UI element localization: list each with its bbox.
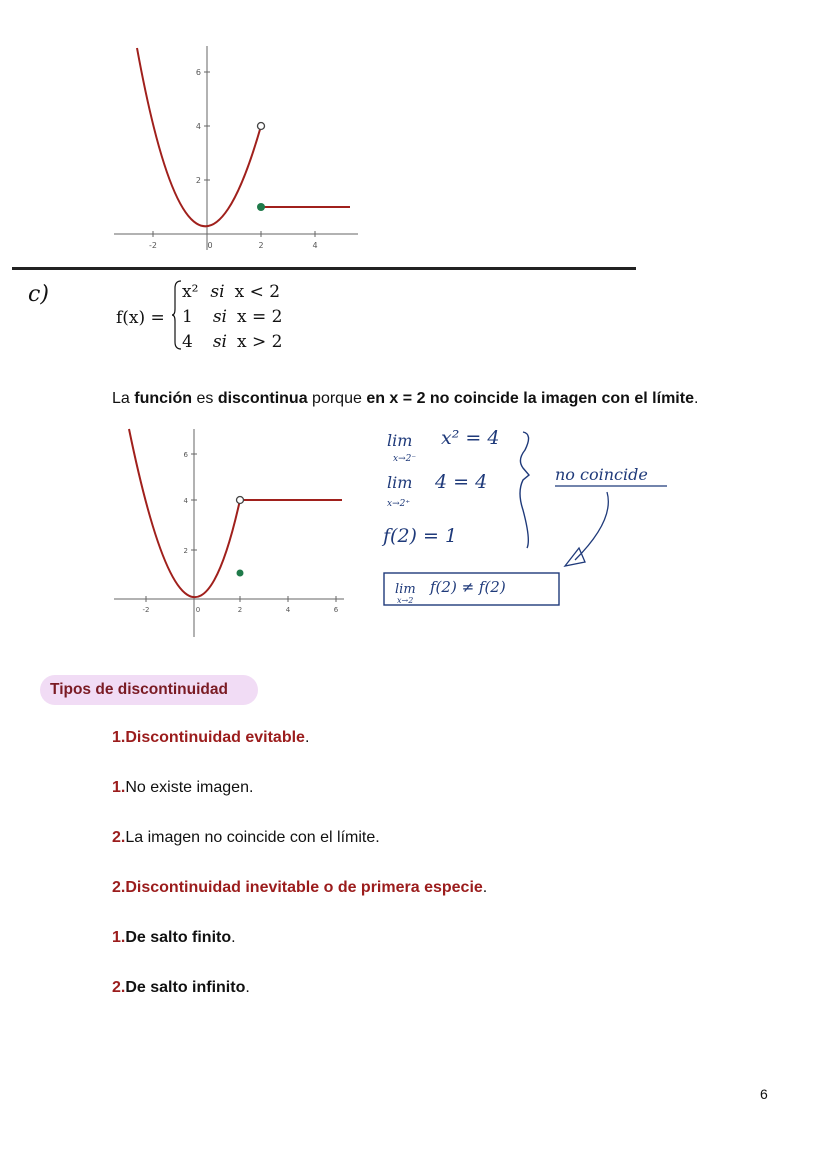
no-coincide-note: no coincide xyxy=(555,465,648,484)
x-tick-label: 0 xyxy=(207,241,213,250)
x-tick-label: 0 xyxy=(195,606,201,614)
y-tick-label: 4 xyxy=(195,122,201,131)
open-point xyxy=(237,497,244,504)
handwritten-notes xyxy=(375,420,675,615)
y-tick-label: 6 xyxy=(195,68,201,77)
list-item: 2.De salto infinito. xyxy=(112,979,250,996)
case-row: x² si x < 2 xyxy=(182,282,281,302)
x-tick-label: 4 xyxy=(312,241,318,250)
section-label: c) xyxy=(28,282,49,307)
x-tick-label: -2 xyxy=(142,606,150,614)
lim-subscript: x→2 xyxy=(397,596,414,605)
arrow-head-icon xyxy=(565,548,585,566)
graph-top xyxy=(110,40,360,260)
right-limit: 4 = 4 xyxy=(435,471,488,493)
section-title-pill: Tipos de discontinuidad xyxy=(40,675,258,705)
list-item: 1.De salto finito. xyxy=(112,929,236,946)
brace-icon xyxy=(520,432,529,548)
graph-middle xyxy=(112,425,347,640)
x-tick-label: -2 xyxy=(149,241,157,250)
x-tick-label: 2 xyxy=(237,606,243,614)
x-tick-label: 2 xyxy=(258,241,264,250)
lim-text: lim xyxy=(395,582,416,597)
y-tick-label: 2 xyxy=(195,176,201,185)
discontinuity-statement: La función es discontinua porque en x = 2 no coincide la imagen con el límite. xyxy=(112,390,699,407)
left-limit: x² = 4 xyxy=(441,427,500,449)
brace-icon xyxy=(172,280,182,350)
list-item: 2.La imagen no coincide con el límite. xyxy=(112,829,380,846)
piecewise-function xyxy=(112,280,312,356)
y-tick-label: 2 xyxy=(183,547,188,555)
lim-text: lim xyxy=(387,431,413,450)
list-item: 1.Discontinuidad evitable. xyxy=(112,729,310,746)
case-row: 1 si x = 2 xyxy=(182,307,283,327)
section-divider xyxy=(12,267,636,270)
lim-subscript: x→2⁻ xyxy=(393,454,417,464)
list-item: 2.Discontinuidad inevitable o de primera especie. xyxy=(112,879,488,896)
page-number: 6 xyxy=(760,1086,768,1102)
y-tick-label: 4 xyxy=(183,497,188,505)
x-tick-label: 4 xyxy=(285,606,291,614)
case-row: 4 si x > 2 xyxy=(182,332,283,352)
boxed-inequality: f(2) ≠ f(2) xyxy=(430,578,506,596)
x-tick-label: 6 xyxy=(333,606,339,614)
list-item: 1.No existe imagen. xyxy=(112,779,254,796)
y-tick-label: 6 xyxy=(183,451,188,459)
filled-point xyxy=(237,570,244,577)
open-point xyxy=(258,123,265,130)
function-name: f(x) = xyxy=(116,308,165,328)
lim-text: lim xyxy=(387,473,413,492)
filled-point xyxy=(257,203,265,211)
lim-subscript: x→2⁺ xyxy=(387,499,411,509)
image-value: f(2) = 1 xyxy=(383,525,458,547)
